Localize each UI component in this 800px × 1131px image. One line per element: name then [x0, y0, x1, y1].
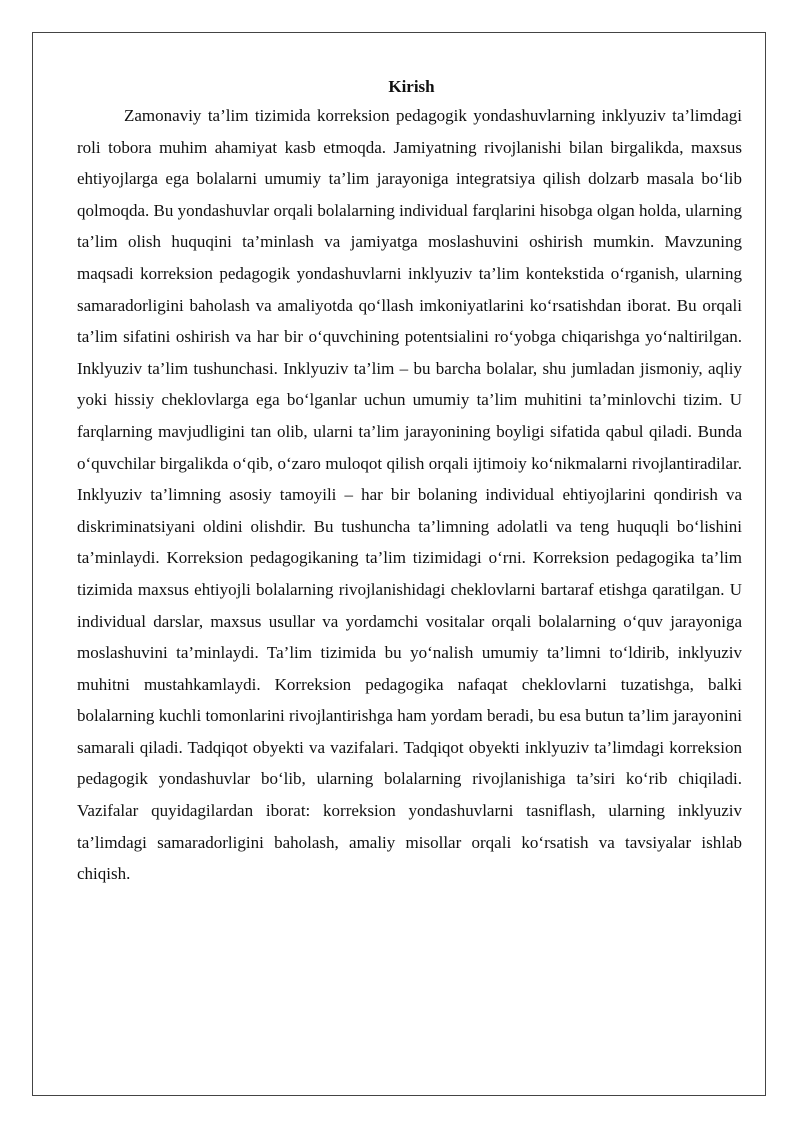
document-body	[77, 74, 742, 890]
body-paragraph: Zamonaviy ta’lim tizimida korreksion pedagogik yondashuvlarning inklyuziv ta’limdagi roli tobora muhim ahamiyat kasb etmoqda. Jamiyatning rivojlanishi bilan birgalikda, maxsus ehtiyojlarga ega bolalarni umumiy ta’lim jarayoniga integratsiya qilish dolzarb masala bo‘lib qolmoqda. Bu yondashuvlar orqali bolalarning individual farqlarini hisobga olgan holda, ularning ta’lim olish huquqini ta’minlash va jamiyatga moslashuvini oshirish mumkin. Mavzuning maqsadi korreksion pedagogik yondashuvlarni inklyuziv ta’lim kontekstida o‘rganish, ularning samaradorligini baholash va amaliyotda qo‘llash imkoniyatlarini ko‘rsatishdan iborat. Bu orqali ta’lim sifatini oshirish va har bir o‘quvchining potentsialini ro‘yobga chiqarishga yo‘naltirilgan. Inklyuziv ta’lim tushunchasi. Inklyuziv ta’lim – bu barcha bolalar, shu jumladan jismoniy, aqliy yoki hissiy cheklovlarga ega bo‘lganlar uchun umumiy ta’lim muhitini ta’minlovchi tizim. U farqlarning mavjudligini tan olib, ularni ta’lim jarayonining boyligi sifatida qabul qiladi. Bunda o‘quvchilar birgalikda o‘qib, o‘zaro muloqot qilish orqali ijtimoiy ko‘nikmalarni rivojlantiradilar. Inklyuziv ta’limning asosiy tamoyili – har bir bolaning individual ehtiyojlarini qondirish va diskriminatsiyani oldini olishdir. Bu tushuncha ta’limning adolatli va teng huquqli bo‘lishini ta’minlaydi. Korreksion pedagogikaning ta’lim tizimidagi o‘rni. Korreksion pedagogika ta’lim tizimida maxsus ehtiyojli bolalarning rivojlanishidagi cheklovlarni bartaraf etishga qaratilgan. U individual darslar, maxsus usullar va yordamchi vositalar orqali bolalarning o‘quv jarayoniga moslashuvini ta’minlaydi. Ta’lim tizimida bu yo‘nalish umumiy ta’limni to‘ldirib, inklyuziv muhitni mustahkamlaydi. Korreksion pedagogika nafaqat cheklovlarni tuzatishga, balki bolalarning kuchli tomonlarini rivojlantirishga ham yordam beradi, bu esa butun ta’lim jarayonini samarali qiladi. Tadqiqot obyekti va vazifalari. Tadqiqot obyekti inklyuziv ta’limdagi korreksion pedagogik yondashuvlar bo‘lib, ularning bolalarning rivojlanishiga ta’siri ko‘rib chiqiladi. Vazifalar quyidagilardan iborat: korreksion yondashuvlarni tasniflash, ularning inklyuziv ta’limdagi samaradorligini baholash, amaliy misollar orqali ko‘rsatish va tavsiyalar ishlab chiqish.	[77, 106, 742, 884]
page-title: Kirish	[388, 77, 435, 96]
